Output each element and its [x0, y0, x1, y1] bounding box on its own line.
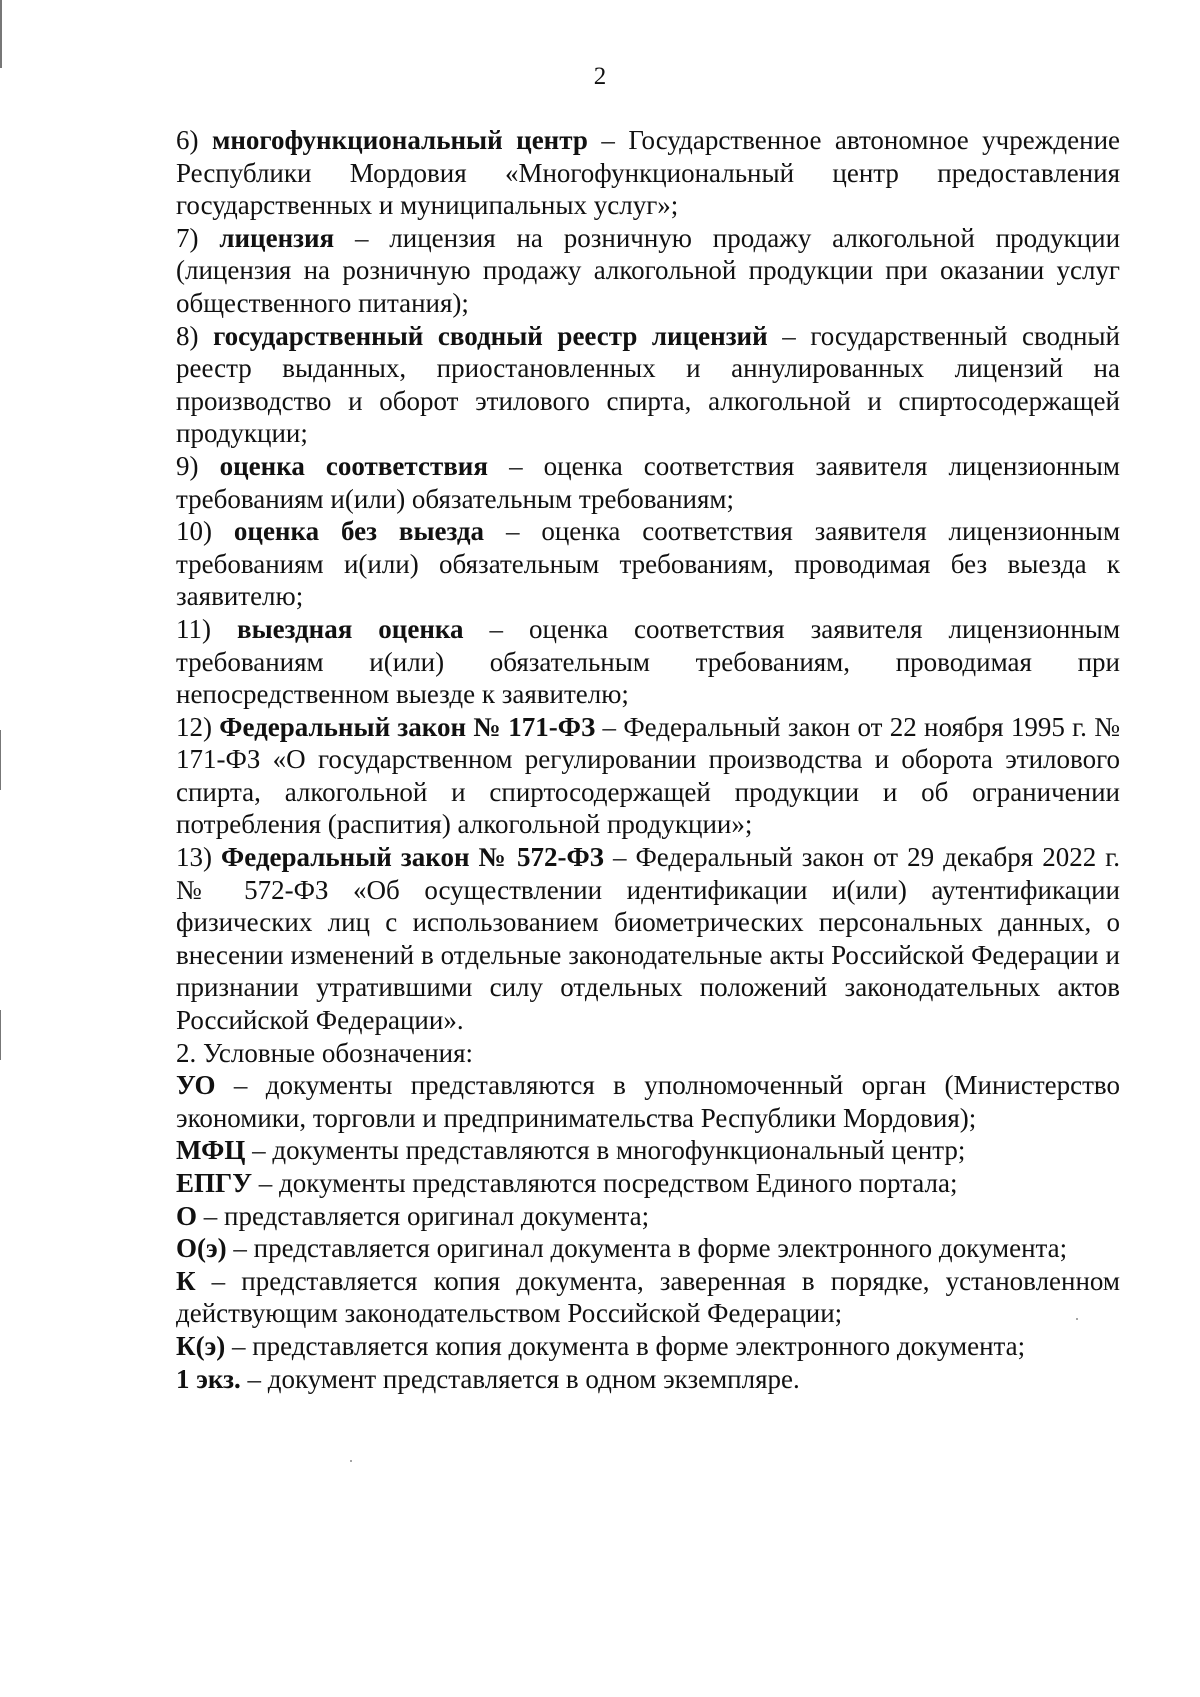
definition-text: – оценка соответствия заявителя лицензионным требованиям и(или) обязательным требованиям;	[176, 450, 1121, 514]
defined-term: Федеральный закон № 171-ФЗ	[219, 711, 596, 742]
definition-item-10	[176, 515, 1120, 613]
scan-edge-mark	[0, 1010, 1, 1060]
legend-heading: 2. Условные обозначения:	[176, 1037, 474, 1068]
definition-item-13	[176, 841, 1120, 1037]
definition-item-11	[176, 613, 1120, 711]
legend-abbreviation: 1 экз.	[176, 1363, 241, 1394]
definition-item-12	[176, 711, 1120, 841]
document-body	[176, 124, 1120, 1395]
item-number: 13)	[176, 842, 212, 873]
legend-abbreviation: МФЦ	[176, 1135, 246, 1166]
definition-text: – оценка соответствия заявителя лицензионным требованиям и(или) обязательным требованиям, проводимая без выезда к заявителю;	[176, 516, 1121, 612]
definition-text: – Федеральный закон от 29 декабря 2022 г. № 572-ФЗ «Об осуществлении идентификации и(или) аутентификации физических лиц с использованием биометрических персональных данных, о внесении изменений в отдельные законодательные акты Российской Федерации и признании утратившими силу отдельных положений законодательных актов Российской Федерации».	[176, 842, 1120, 1036]
item-number: 11)	[176, 613, 211, 644]
legend-text: – представляется оригинал документа;	[197, 1200, 650, 1231]
legend-abbreviation: О	[176, 1200, 198, 1231]
legend-text: – документы представляются в уполномоченный орган (Министерство экономики, торговли и предпринимательства Республики Мордовия);	[176, 1070, 1120, 1133]
legend-abbreviation: ЕПГУ	[176, 1168, 253, 1198]
legend-abbreviation: К(э)	[176, 1330, 226, 1361]
definition-text: – оценка соответствия заявителя лицензионным требованиям и(или) обязательным требованиям, проводимая при непосредственном выезде к заявителю;	[176, 613, 1121, 710]
defined-term: оценка без выезда	[233, 516, 485, 547]
item-number: 8)	[176, 320, 199, 351]
definition-text: – Государственное автономное учреждение Республики Мордовия «Многофункциональный центр предоставления государственных и муниципальных услуг»;	[176, 125, 1121, 221]
item-number: 12)	[176, 711, 212, 742]
legend-item-1-copy	[176, 1363, 1120, 1396]
defined-term: лицензия	[219, 222, 335, 253]
definition-text: – Федеральный закон от 22 ноября 1995 г. № 171-ФЗ «О государственном регулировании производства и оборота этилового спирта, алкогольной и спиртосодержащей продукции и об ограничении потребления (распития) алкогольной продукции»;	[176, 711, 1120, 840]
defined-term: Федеральный закон № 572-ФЗ	[221, 842, 604, 873]
legend-item-uo	[176, 1069, 1120, 1134]
legend-text: – документы представляются посредством Единого портала;	[252, 1168, 958, 1198]
legend-item-k	[176, 1265, 1120, 1330]
legend-text: – документ представляется в одном экземпляре.	[240, 1363, 800, 1394]
legend-item-o-e	[176, 1232, 1120, 1265]
legend-text: – представляется оригинал документа в форме электронного документа;	[226, 1233, 1068, 1264]
scan-edge-mark	[0, 0, 2, 68]
item-number: 10)	[176, 516, 212, 547]
legend-item-o	[176, 1200, 1120, 1233]
legend-abbreviation: О(э)	[176, 1233, 227, 1264]
definition-item-6	[176, 124, 1120, 222]
legend-abbreviation: УО	[176, 1070, 216, 1101]
legend-item-mfc	[176, 1134, 1120, 1167]
definition-item-9	[176, 450, 1120, 515]
definition-text: – лицензия на розничную продажу алкогольной продукции (лицензия на розничную продажу алкогольной продукции при оказании услуг общественного питания);	[176, 222, 1121, 318]
defined-term: выездная оценка	[236, 613, 464, 644]
legend-text: – представляется копия документа в форме электронного документа;	[225, 1330, 1026, 1361]
legend-text: – документы представляются в многофункциональный центр;	[245, 1135, 966, 1166]
item-number: 6)	[176, 125, 199, 155]
item-number: 9)	[176, 450, 199, 481]
definition-item-7	[176, 222, 1120, 320]
definition-text: – государственный сводный реестр выданных, приостановленных и аннулированных лицензий на производство и оборот этилового спирта, алкогольной и спиртосодержащей продукции;	[176, 320, 1121, 449]
legend-item-k-e	[176, 1330, 1120, 1363]
scan-edge-mark	[0, 730, 1, 790]
item-number: 7)	[176, 222, 199, 253]
legend-abbreviation: К	[176, 1265, 196, 1296]
defined-term: государственный сводный реестр лицензий	[213, 320, 768, 351]
defined-term: оценка соответствия	[219, 450, 488, 481]
legend-item-epgu	[176, 1167, 1120, 1200]
legend-text: – представляется копия документа, заверенная в порядке, установленном действующим законодательством Российской Федерации;	[176, 1265, 1120, 1329]
defined-term: многофункциональный центр	[211, 125, 588, 155]
scan-speck	[350, 1460, 352, 1462]
definition-item-8	[176, 320, 1120, 450]
page-number: 2	[593, 63, 607, 90]
